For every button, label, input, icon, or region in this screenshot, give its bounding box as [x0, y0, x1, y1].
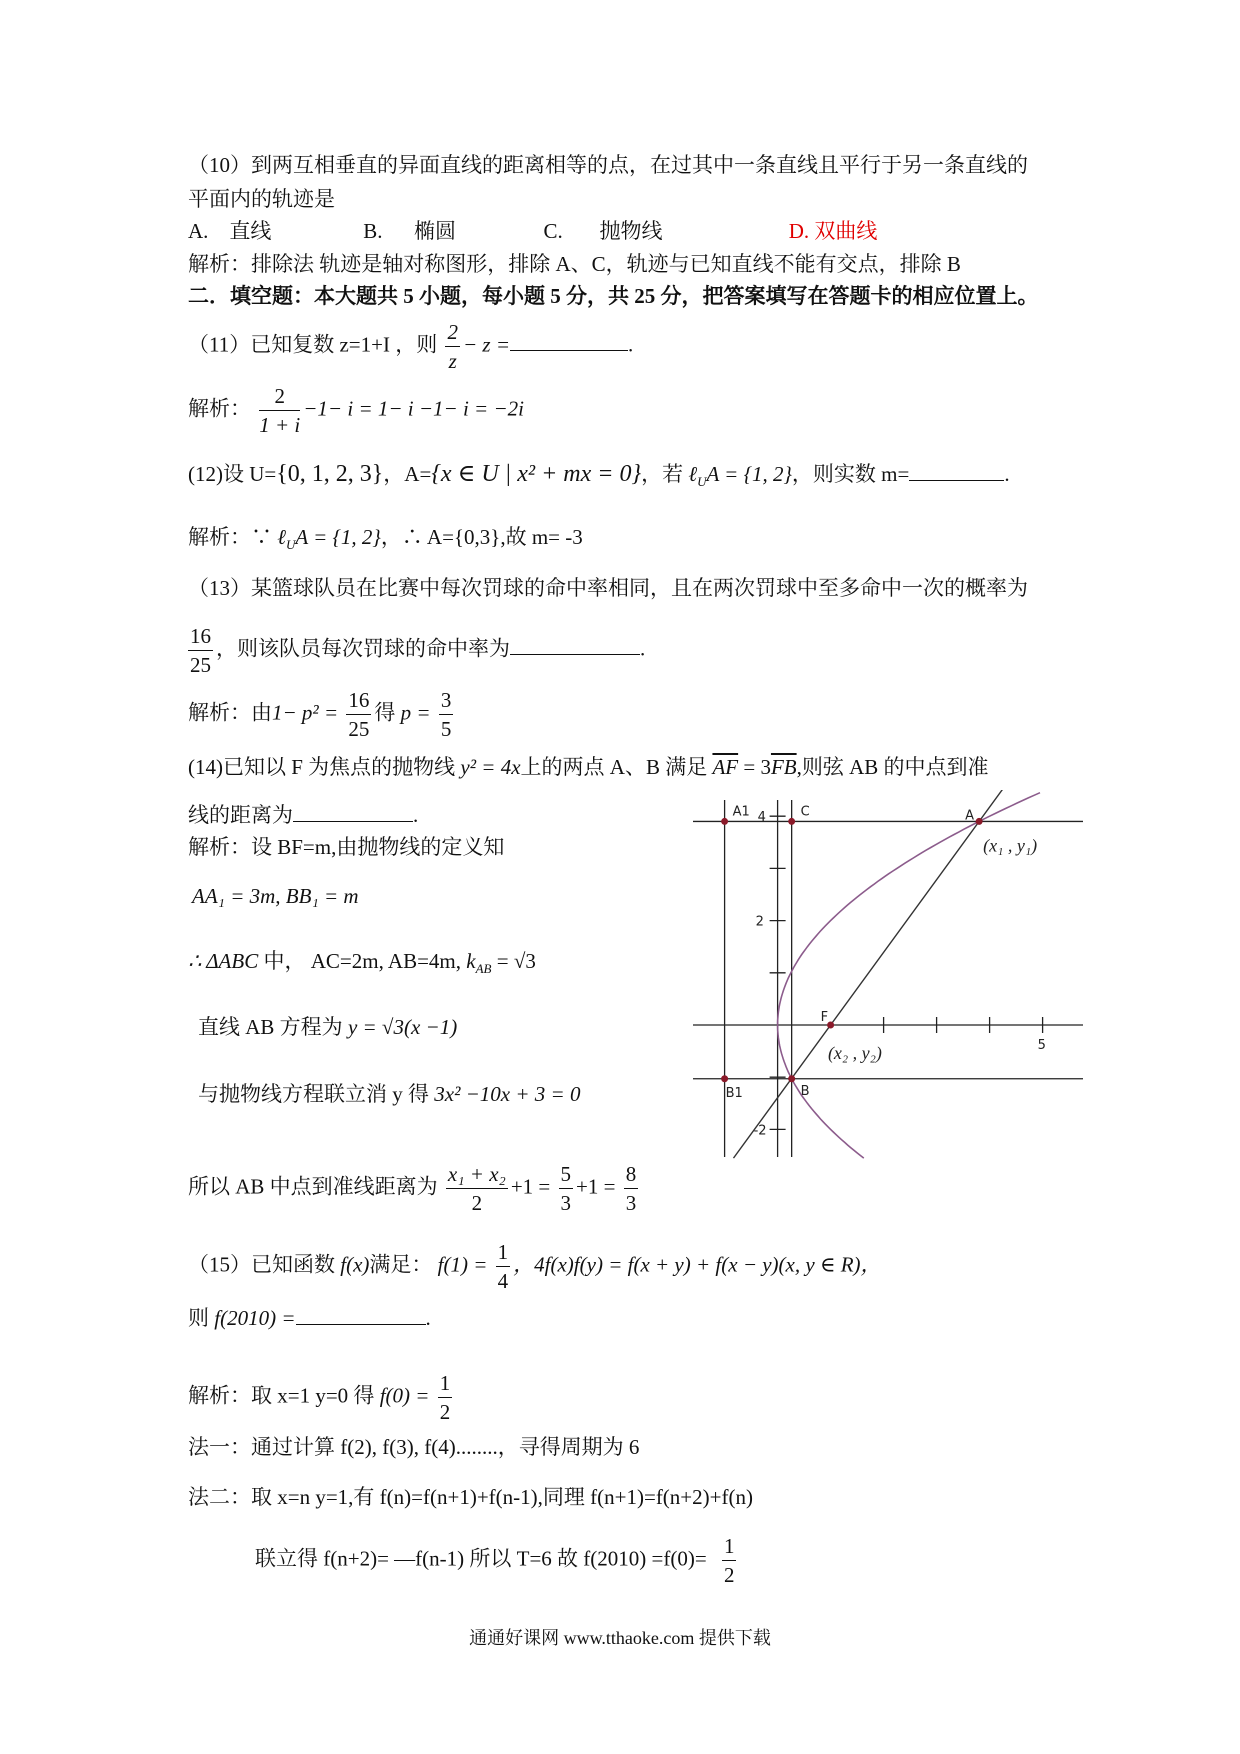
q13-text: 得	[374, 700, 396, 725]
q11-stem	[188, 318, 633, 375]
label-point-2: (x₂ , y₂)	[827, 1042, 882, 1063]
complement-expr: A = {1, 2}	[295, 525, 381, 549]
q13-stem-line1: （13）某篮球队员在比赛中每次罚球的命中率相同，且在两次罚球中至多命中一次的概率为	[188, 576, 1028, 600]
option-text: 双曲线	[814, 219, 878, 243]
numerator: 5	[559, 1160, 574, 1189]
set-a: {x ∈ U | x² + mx = 0}	[431, 461, 642, 487]
fraction	[259, 382, 300, 439]
tick-label-y4: 4	[757, 810, 766, 826]
period: .	[640, 636, 646, 661]
functional-equation: ，4f(x)f(y) = f(x + y) + f(x − y)(x, y ∈ R)，	[513, 1252, 882, 1277]
line-ab	[733, 790, 1003, 1158]
q13-analysis	[188, 686, 456, 743]
tick-label-y2: 2	[755, 914, 764, 930]
q14-analysis-1: 解析：设 BF=m,由抛物线的定义知	[188, 835, 505, 859]
denominator: z	[448, 349, 457, 373]
q14-analysis-5	[198, 1081, 580, 1107]
q12-text: (12)设 U=	[188, 462, 277, 486]
q10-options	[188, 218, 877, 244]
option-text: 直线	[229, 219, 272, 243]
q11-analysis	[188, 382, 524, 439]
denominator: 2	[723, 1563, 735, 1587]
numerator: 16	[346, 686, 371, 715]
vector-fb: $\overline{FB}$	[770, 755, 797, 779]
q14-text: 线的距离为	[188, 803, 293, 827]
q15-stem-line2	[188, 1305, 431, 1331]
q10-analysis: 解析：排除法 轨迹是轴对称图形，排除 A、C，轨迹与已知直线不能有交点，排除 B	[188, 252, 961, 276]
triangle-abc: ∴ ΔABC	[188, 949, 259, 973]
answer-blank	[293, 803, 413, 822]
answer-blank	[296, 1306, 426, 1325]
parabola-eq: y² = 4x	[460, 755, 521, 779]
numerator: 1	[496, 1238, 511, 1267]
denominator: 3	[560, 1191, 572, 1215]
equation: 1− p² =	[272, 700, 339, 725]
q12-analysis	[188, 524, 583, 558]
numerator: 2	[259, 382, 300, 411]
complement-symbol: ℓ	[277, 525, 286, 549]
q15-text: 联立得 f(n+2)= —f(n-1) 所以 T=6 故 f(2010) =f(0)=	[255, 1546, 707, 1571]
q12-solution: ，∴ A={0,3},故 m= -3	[380, 525, 583, 549]
analysis-label: 解析：	[188, 396, 251, 421]
denominator: 4	[497, 1269, 509, 1293]
fraction	[445, 318, 460, 375]
quadratic-eq: 3x² −10x + 3 = 0	[434, 1082, 581, 1106]
denominator: 25	[190, 653, 211, 677]
q14-text: (14)已知以 F 为焦点的抛物线	[188, 755, 456, 779]
option-c	[544, 218, 784, 244]
numerator: 8	[624, 1160, 639, 1189]
line-eq: y = √3(x −1)	[347, 1015, 458, 1039]
numerator: 3	[439, 686, 454, 715]
option-text: 椭圆	[414, 219, 457, 243]
complement-sub: U	[697, 474, 707, 490]
q14-text: 中， AC=2m, AB=4m,	[258, 949, 467, 973]
q14-analysis-2: AA₁ = 3m, BB₁ = m	[192, 884, 359, 908]
fraction	[624, 1160, 639, 1217]
denominator: 1 + i	[259, 413, 301, 437]
complement-expr: A = {1, 2}	[706, 462, 792, 486]
slope-k: k	[466, 949, 476, 973]
option-letter: B.	[363, 219, 383, 243]
slope-sub: AB	[475, 961, 492, 977]
q14-analysis-3	[188, 948, 536, 982]
point-a1	[721, 818, 728, 825]
period: .	[425, 1306, 431, 1330]
option-text: 抛物线	[599, 219, 663, 243]
denominator: 25	[348, 717, 370, 741]
q15-text: （15）已知函数	[188, 1252, 341, 1277]
q14-text: +1 =	[510, 1174, 551, 1199]
option-letter: C.	[543, 219, 563, 243]
q15-analysis-1	[188, 1369, 455, 1426]
tick-label-x5: 5	[1037, 1038, 1046, 1053]
fraction	[559, 1160, 574, 1217]
denominator: 2	[439, 1400, 451, 1424]
q15-text: 满足：	[369, 1252, 433, 1277]
q14-text: = 3	[743, 755, 771, 779]
q15-method-2-cont	[255, 1532, 739, 1589]
label-b: B	[800, 1083, 810, 1099]
point-c	[788, 818, 795, 825]
analysis-label: 解析：∵	[188, 525, 272, 549]
q14-text: 直线 AB 方程为	[198, 1015, 348, 1039]
label-a1: A1	[732, 804, 750, 820]
f2010-expr: f(2010) =	[214, 1306, 296, 1330]
denominator: 3	[625, 1191, 637, 1215]
q14-analysis-6	[188, 1160, 641, 1217]
q14-text: 上的两点 A、B 满足	[520, 755, 708, 779]
numerator: x₁ + x₂	[446, 1160, 508, 1189]
point-b1	[721, 1075, 728, 1082]
equation: p =	[400, 700, 431, 725]
q13-stem-line2	[188, 622, 645, 679]
option-d-answer	[789, 218, 878, 244]
label-f: F	[820, 1010, 829, 1025]
footer: 通通好课网 www.tthaoke.com 提供下载	[469, 1628, 771, 1648]
q11-expr: − z =	[462, 332, 510, 357]
option-letter: A.	[188, 219, 209, 243]
q14-text: 与抛物线方程联立消 y 得	[198, 1082, 435, 1106]
q11-solution: −1− i = 1− i −1− i = −2i	[303, 396, 524, 421]
option-b	[363, 218, 538, 244]
tick-label-yneg2: -2	[753, 1123, 767, 1139]
q12-text: ，则实数 m=	[791, 462, 910, 486]
q14-analysis-4	[198, 1014, 457, 1040]
q11-text: （11）已知复数 z=1+I ，则	[188, 332, 438, 357]
answer-blank	[510, 636, 640, 655]
function-fx: f(x)	[340, 1252, 370, 1277]
period: .	[1004, 462, 1010, 486]
complement-sub: U	[286, 537, 296, 553]
q12-stem	[188, 461, 1010, 495]
option-letter: D.	[788, 219, 810, 243]
label-b1: B1	[725, 1085, 743, 1101]
f1-expr: f(1) =	[437, 1252, 488, 1277]
complement-symbol: ℓ	[688, 462, 698, 486]
q15-method-1: 法一：通过计算 f(2), f(3), f(4)........，寻得周期为 6	[188, 1435, 640, 1459]
denominator: 2	[471, 1191, 483, 1215]
q14-text: +1 =	[576, 1174, 616, 1199]
point-b	[788, 1075, 795, 1082]
period: .	[628, 332, 634, 357]
q12-text: ，A=	[383, 462, 432, 486]
fraction	[346, 686, 371, 743]
fraction	[722, 1532, 737, 1589]
answer-blank	[510, 332, 628, 351]
analysis-label: 解析：由	[188, 700, 272, 725]
q10-stem-line1: （10）到两互相垂直的异面直线的距离相等的点，在过其中一条直线且平行于另一条直线的	[188, 153, 1028, 177]
point-f	[827, 1022, 834, 1029]
fraction	[438, 1369, 453, 1426]
q15-text: 解析：取 x=1 y=0 得	[188, 1383, 380, 1408]
q14-stem-line1	[188, 754, 989, 780]
q15-text: 则	[188, 1306, 215, 1330]
numerator: 16	[188, 622, 213, 651]
numerator: 1	[438, 1369, 453, 1398]
label-a: A	[965, 808, 975, 824]
option-a	[188, 218, 358, 244]
answer-blank	[909, 462, 1004, 481]
label-c: C	[800, 804, 810, 820]
q10-stem-line2: 平面内的轨迹是	[188, 187, 335, 211]
fraction	[188, 622, 213, 679]
parabola-figure	[680, 790, 1090, 1165]
point-a	[976, 818, 983, 825]
section-2-heading: 二．填空题：本大题共 5 小题，每小题 5 分，共 25 分，把答案填写在答题卡的相应位置上。	[188, 284, 1039, 308]
vector-af: $\overline{AF}$	[712, 755, 739, 779]
fraction	[446, 1160, 508, 1217]
q12-text: ，若	[641, 462, 684, 486]
numerator: 1	[722, 1532, 737, 1561]
slope-value: = √3	[491, 949, 536, 973]
f0-expr: f(0) =	[379, 1383, 430, 1408]
q14-text: ,则弦 AB 的中点到准	[796, 755, 989, 779]
fraction	[439, 686, 454, 743]
numerator: 2	[445, 318, 460, 347]
q14-stem-line2	[188, 802, 418, 828]
fraction	[496, 1238, 511, 1295]
q15-method-2: 法二：取 x=n y=1,有 f(n)=f(n+1)+f(n-1),同理 f(n+1)=f(n+2)+f(n)	[188, 1485, 753, 1509]
q15-stem-line1	[188, 1238, 882, 1295]
q13-text: ，则该队员每次罚球的命中率为	[216, 636, 510, 661]
label-point-1: (x₁ , y₁)	[983, 835, 1038, 856]
q14-text: 所以 AB 中点到准线距离为	[188, 1174, 438, 1199]
set-u: {0, 1, 2, 3}	[276, 461, 384, 487]
denominator: 5	[440, 717, 452, 741]
period: .	[413, 803, 419, 827]
